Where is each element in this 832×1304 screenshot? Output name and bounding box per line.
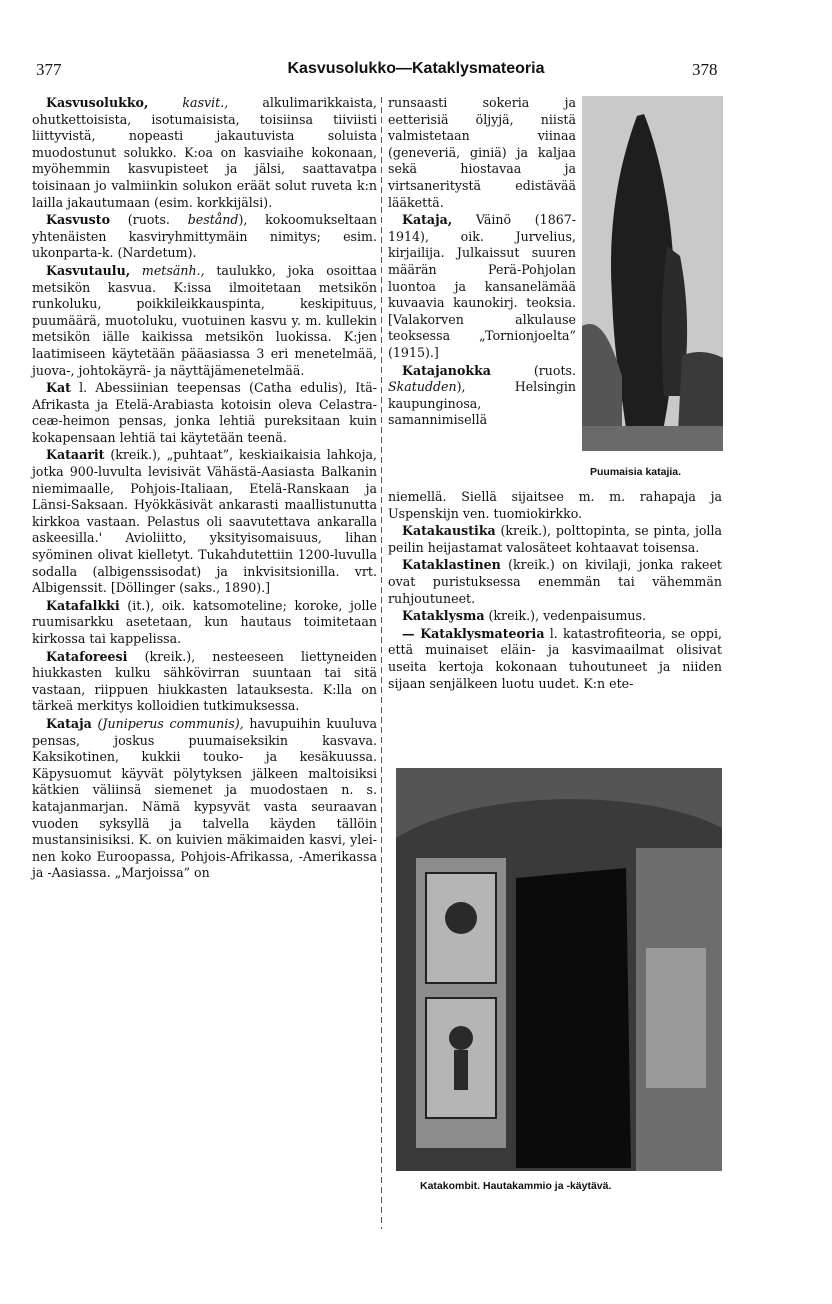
entry-italic: Skatudden [388,379,457,395]
entry-prefix: (ruots. [490,362,576,378]
entry-paragraph [32,380,377,446]
catacomb-photo [396,768,722,1171]
entry-headword: Kataforeesi [46,648,128,664]
entry-text: l. katastrofiteoria, se oppi, että muinaiset eläin- ja kasvimaailmat olisivat useita kertoja kokonaan tuhoutuneet ja niiden sijaan senjälkeen luotu uudet. K:n ete- [388,625,722,691]
entry-prefix: (ruots. [109,212,188,228]
entry-paragraph [32,598,377,648]
entry-headword: Kataklysma [402,608,485,624]
left-column [32,95,377,883]
entry-text: Väinö (1867-1914), oik. Jurvelius, kirjailija. Julkaissut suuren määrän Perä-Pohjolan luontoa ja kansanelämää kuvaavia kaunokirj. teoksia. [Valakorven alkulause teoksessa „Tornionjoelta” (1915).] [388,212,576,360]
entry-paragraph [388,212,576,361]
page-number-left: 377 [36,60,62,79]
catacomb-caption: Katakombit. Hautakammio ja -käytävä. [420,1180,612,1192]
entry-paragraph [388,557,722,607]
entry-paragraph [388,626,722,692]
entry-text: taulukko, joka osoittaa metsikön kasvua. K:issa ilmoitetaan metsikön runkoluku, poikkileikkauspinta, keskipituus, puumäärä, muotoluku, vuotuinen kasvu y. m. kullekin metsikön iälle kaikissa metsikön luokissa. K:jen laatimiseen käytetään pääasiassa 3 eri menetelmää, juova-, johtokäyrä- ja näyttäjämenetelmää. [32,262,377,378]
juniper-photo [582,96,723,451]
entry-paragraph [32,212,377,262]
entry-headword: Katajanokka [402,362,491,378]
entry-paragraph [388,363,576,429]
entry-italic: (Juniperus communis), [97,715,244,731]
entry-text: (kreik.), polttopinta, se pinta, jolla peilin heijastamat valosäteet kohtaavat toisensa. [388,523,722,555]
entry-italic: metsänh., [130,262,205,278]
right-column-full [388,489,722,693]
entry-text: l. Abessiinian teepensas (Catha edulis), Itä-Afrikasta ja Etelä-Arabiasta kotoisin oleva Celastraceæ-heimon pensas, jonka lehtiä pureksitaan kuin kokapensaan lehtiä tai käytetään teenä. [32,380,377,445]
entry-text: (it.), oik. katsomoteline; koroke, jolle ruumisarkku asetetaan, kun hautaus toimitetaan kirkossa tai kappelissa. [32,597,377,646]
entry-text: havupuihin kuuluva pensas, joskus puumaiseksikin kasvava. Kaksikotinen, kukkii touko- ja kesäkuussa. Käpysuomut käyvät pölytyksen jälkeen maltoisiksi kätkien väliinsä siemenet ja muodostaen n. s. katajanmarjan. Nämä kypsyvät vasta seuraavan vuoden syksyllä ja talvella käyden tällöin mustansinisiksi. K. on kuivien mäkimaiden kasvi, yleinen koko Euroopassa, Pohjois-Afrikassa, -Amerikassa ja -Aasiassa. „Marjoissa” on [32,715,377,881]
entry-headword: Kataklastinen [402,557,501,573]
entry-text: (kreik.) on kivilaji, jonka rakeet ovat puristuksessa enemmän tai vähemmän ruhjoutuneet. [388,557,722,606]
entry-text: (kreik.), vedenpaisumus. [484,608,646,624]
running-title: Kasvusolukko—Kataklysmateoria [287,60,545,77]
entry-headword: Kataja, [402,212,453,228]
column-divider [381,97,382,1229]
entry-paragraph [388,608,722,625]
entry-paragraph [388,489,722,522]
entry-text: ), kokoomukseltaan yhtenäisten kasviryhmittymäin nimitys; esim. ukonparta-k. (Nardetum). [32,212,377,261]
entry-text: alkulimarikkaista, ohutkettoisista, isotumaisista, toisiinsa tiiviisti liittyvistä, nopeasti jakautuvista soluista muodostunut solukko. K:oa on kasviaihe kokonaan, myöhemmin kasvupisteet ja jälsi, saattavatpa toisinaan jo valmiinkin solukon eräät solut ruveta k:n lailla jakautumaan (esim. korkkijälsi). [32,95,377,210]
entry-paragraph [32,263,377,379]
entry-headword: Katakaustika [402,523,496,539]
entry-paragraph [388,523,722,556]
entry-headword: Kat [46,380,71,396]
entry-paragraph [388,95,576,211]
entry-headword: Kasvusto [46,212,110,228]
entry-headword: Kataarit [46,447,105,463]
entry-paragraph [32,716,377,882]
juniper-illustration [582,96,723,451]
entry-text: (kreik.), nesteeseen liettyneiden hiukkasten kulku sähkövirran suuntaan tai sitä vastaan, riippuen hiukkasten latauksesta. K:lla on tärkeä merkitys kolloidien tutkimuksessa. [32,648,377,714]
entry-text: niemellä. Siellä sijaitsee m. m. rahapaja ja Uspenskijn ven. tuomiokirkko. [388,489,722,521]
entry-headword: Kasvutaulu, [46,262,131,278]
entry-headword: — Kataklysmateoria [402,625,545,641]
entry-italic: bestånd [187,212,239,228]
right-column-top [388,95,576,430]
entry-text: runsaasti sokeria ja eetterisiä öljyjä, niistä valmistetaan viinaa (geneveriä, giniä) ja kaljaa sekä hiostavaa ja virtsaneritystä edistävää lääkettä. [388,95,576,210]
juniper-caption: Puumaisia katajia. [590,466,682,478]
entry-paragraph [32,649,377,715]
entry-paragraph [32,447,377,596]
entry-text: ), Helsingin kaupunginosa, samannimisellä [388,379,576,428]
page-header [0,58,832,88]
catacomb-illustration [396,768,722,1171]
entry-text: (kreik.), „puhtaat”, keskiaikaisia lahkoja, jotka 900-luvulta levisivät Vähästä-Aasiasta Balkanin niemimaalle, Pohjois-Italiaan, Etelä-Ranskaan ja Länsi-Saksaan. Hyökkäsivät ankarasti maallistunutta kirkkoa vastaan. Pelastus oli saavutettava ankaralla askeesilla.' Avioliitto, yksityisomaisuus, lihan syöminen olivat kielletyt. Tukahdutettiin 1200-luvulla sodalla (albigenssisodat) ja inkvisitsionilla. vrt. Albigenssit. [Döllinger (saks., 1890).] [32,447,377,596]
entry-headword: Katafalkki [46,597,120,613]
page-number-right: 378 [692,60,718,79]
entry-italic: kasvit., [148,95,229,110]
entry-paragraph [32,95,377,211]
entry-headword: Kasvusolukko, [46,95,149,110]
entry-headword: Kataja [46,715,92,731]
